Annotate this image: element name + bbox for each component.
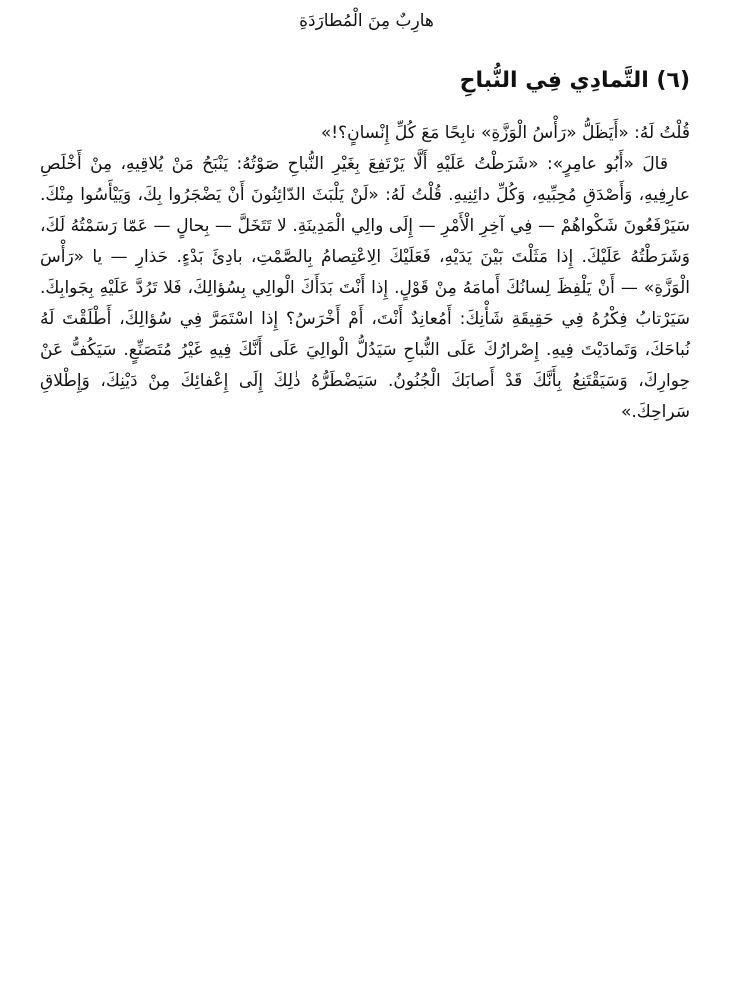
- chapter-title: (٦) التَّمادِي فِي النُّباحِ: [459, 68, 690, 93]
- paragraph-2: قالَ «أَبُو عامِرٍ»: «شَرَطْتُ عَلَيْهِ أَلَّا يَرْتَفِعَ بِغَيْرِ النُّباحِ صَوْتُهُ: يَنْبَحُ مَنْ يُلاقِيهِ، مِنْ أَخْلَصِ عارِفِيهِ، وَأَصْدَقِ مُحِبِّيهِ، وَكُلِّ دائِنِيهِ. قُلْتُ لَهُ: «لَنْ يَلْبَثَ الدّائِنُونَ أَنْ يَضْجَرُوا بِكَ، وَيَيْأَسُوا مِنْكَ. سَيَرْفَعُونَ شَكْواهُمْ — فِي آخِرِ الْأَمْرِ — إِلَى والِي الْمَدِينَةِ. لا تَتَخَلَّ — بِحالٍ — عَمّا رَسَمْتُهُ لَكَ، وَشَرَطْتُهُ عَلَيْكَ. إِذا مَثَلْتَ بَيْنَ يَدَيْهِ، فَعَلَيْكَ الِاعْتِصامُ بِالصَّمْتِ، بادِئَ بَدْءٍ. حَذارِ — يا «رَأْسَ الْوَزَّةِ» — أَنْ يَلْفِظَ لِسانُكَ أَمامَهُ مِنْ قَوْلٍ. إِذا أَنْتَ بَدَأَكَ الْوالِي بِسُؤالِكَ، فَلا تَرُدَّ عَلَيْهِ بِجَوابِكَ. سَيَرْتابُ فِكْرُهُ فِي حَقِيقَةِ شَأْنِكَ: أَمُعانِدٌ أَنْتَ، أَمْ أَخْرَسُ؟ إِذا اسْتَمَرَّ فِي سُؤالِكَ، أَطْلَقْتَ لَهُ نُباحَكَ، وَتَمادَيْتَ فِيهِ. إِصْرارُكَ عَلَى النُّباحِ سَيَدُلُّ الْوالِيَ عَلَى أَنَّكَ فِيهِ غَيْرُ مُتَصَنِّعٍ. سَيَكُفُّ عَنْ حِوارِكَ، وَسَيَقْتَنِعُ بِأَنَّكَ قَدْ أَصابَكَ الْجُنُونُ. سَيَضْطَرُّهُ ذٰلِكَ إِلَى إِعْفائِكَ مِنْ دَيْنِكَ، وَإِطْلاقِ سَراحِكَ.»: [40, 154, 690, 422]
- running-header: هارِبٌ مِنَ الْمُطارَدَةِ: [299, 11, 434, 31]
- paragraph-1: قُلْتُ لَهُ: «أَيَظَلُّ «رَأْسُ الْوَزَّةِ» نابِحًا مَعَ كُلِّ إِنْسانٍ؟!»: [320, 123, 690, 143]
- body-text: [40, 118, 690, 428]
